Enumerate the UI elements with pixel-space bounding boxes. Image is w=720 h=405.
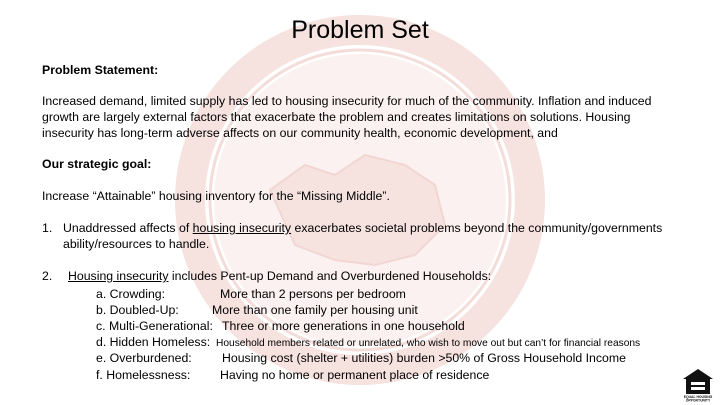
sub-item-e-desc: Housing cost (shelter + utilities) burden >50% of Gross Household Income — [222, 351, 626, 365]
eho-text-line-1: EQUAL HOUSING — [683, 395, 713, 399]
problem-statement-line-3: insecurity has long-term adverse affects on our community health, economic development, and — [42, 126, 558, 140]
sub-item-c-desc: Three or more generations in one household — [222, 319, 465, 333]
equal-housing-opportunity-icon — [682, 368, 714, 402]
sub-item-b-label: b. Doubled-Up: — [96, 303, 179, 317]
sub-item-b-desc: More than one family per housing unit — [212, 303, 418, 317]
item-1-text — [63, 220, 662, 236]
slide-title: Problem Set — [291, 16, 429, 44]
sub-item-f-label: f. Homelessness: — [96, 368, 191, 382]
strategic-goal-text: Increase “Attainable” housing inventory for the “Missing Middle”. — [42, 189, 390, 203]
item-2-post: includes Pent-up Demand and Overburdened Households: — [168, 269, 492, 283]
sub-item-a-desc: More than 2 persons per bedroom — [220, 287, 406, 301]
item-1-continuation: ability/resources to handle. — [63, 237, 210, 251]
sub-item-d-label: d. Hidden Homeless: — [96, 335, 211, 349]
problem-statement-line-1: Increased demand, limited supply has led to housing insecurity for much of the community. Inflation and induced — [42, 94, 652, 108]
sub-item-c-label: c. Multi-Generational: — [96, 319, 213, 333]
strategic-goal-label: Our strategic goal: — [42, 157, 152, 171]
sub-item-a-label: a. Crowding: — [96, 287, 166, 301]
item-2-text — [68, 268, 491, 284]
sub-item-d-desc: Household members related or unrelated, who wish to move out but can’t for financial reasons — [216, 338, 641, 349]
problem-statement-line-2: growth are largely external factors that exacerbate the problem and creates limitations on solutions. Housing — [42, 110, 631, 124]
item-2-housing-insecurity-link: Housing insecurity — [68, 269, 169, 283]
item-1-number: 1. — [42, 221, 53, 235]
item-2-number: 2. — [42, 269, 53, 283]
eho-text-line-2: OPPORTUNITY — [685, 398, 711, 402]
item-1-post: exacerbates societal problems beyond the community/governments — [291, 221, 663, 235]
problem-statement-label: Problem Statement: — [42, 63, 159, 77]
sub-item-e-label: e. Overburdened: — [96, 351, 192, 365]
item-1-housing-insecurity-link: housing insecurity — [192, 221, 292, 235]
item-1-pre: Unaddressed affects of — [63, 221, 193, 235]
sub-item-f-desc: Having no home or permanent place of residence — [220, 368, 490, 382]
